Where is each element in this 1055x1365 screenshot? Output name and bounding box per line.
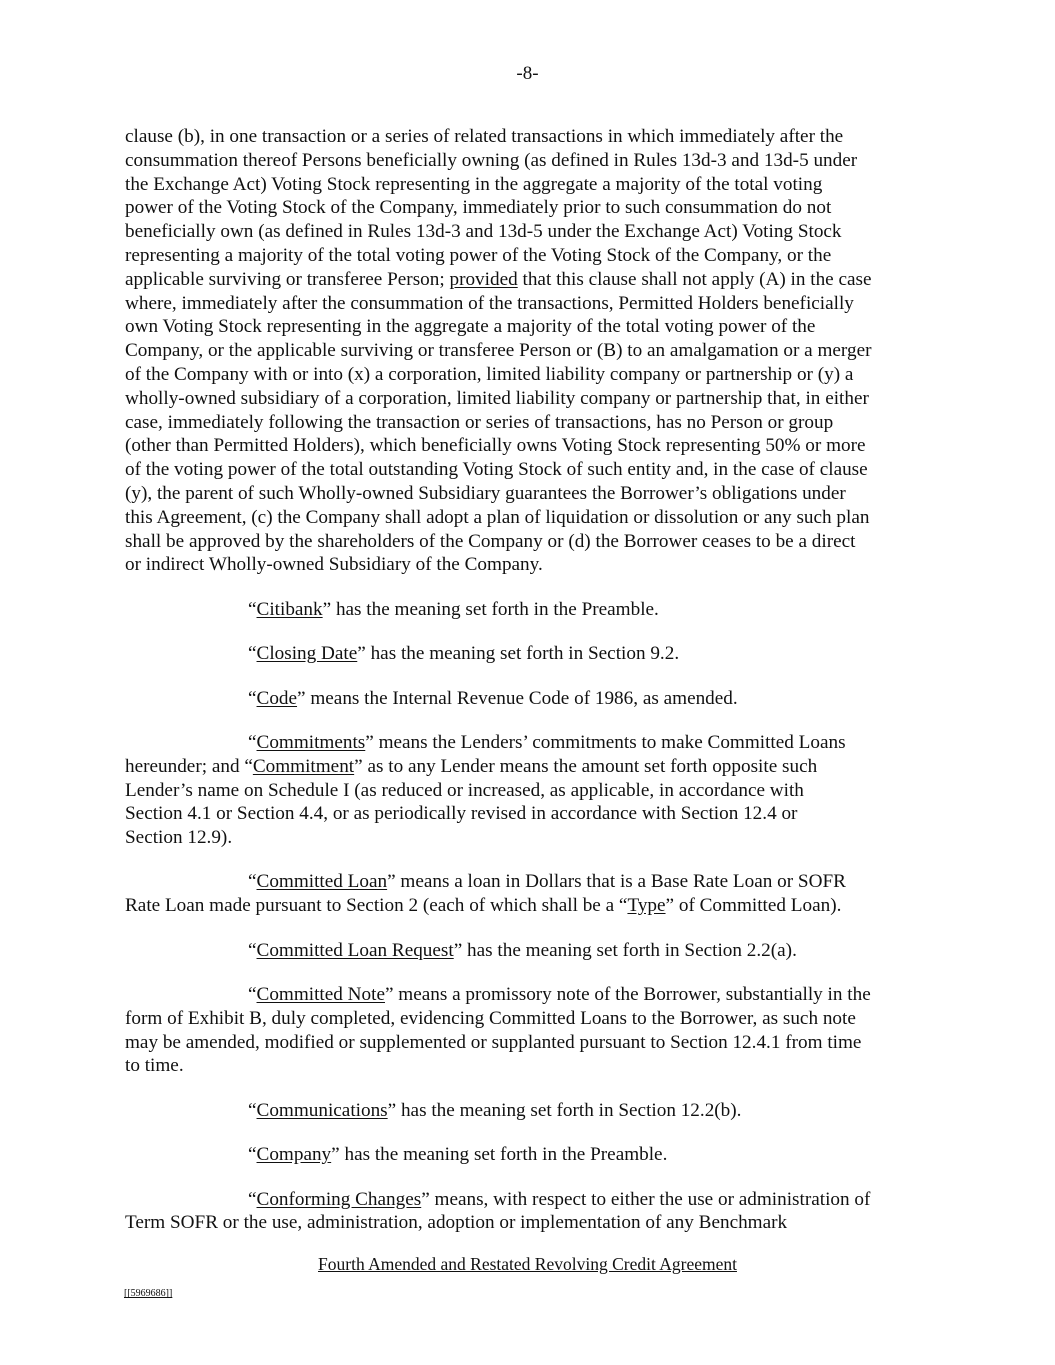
text-line: this Agreement, (c) the Company shall adopt a plan of liquidation or dissolution or any such plan	[125, 506, 870, 528]
page-number: -8-	[516, 63, 539, 84]
definition-text: ” as to any Lender means the amount set forth opposite such	[354, 755, 818, 777]
open-quote: “	[248, 1099, 257, 1121]
defined-term: Committed Note	[256, 984, 385, 1006]
text-line: the Exchange Act) Voting Stock representing in the aggregate a majority of the total voting	[125, 173, 823, 195]
open-quote: “	[248, 871, 257, 893]
change-of-control-continuation-paragraph	[125, 125, 940, 577]
text-line: (other than Permitted Holders), which beneficially owns Voting Stock representing 50% or more	[125, 435, 866, 457]
text-line: to time.	[125, 1055, 184, 1077]
defined-term: Company	[256, 1144, 332, 1166]
text-line	[125, 894, 940, 918]
text-line	[125, 598, 940, 622]
text-line	[125, 268, 940, 292]
defined-term: Citibank	[256, 598, 323, 620]
text-line: form of Exhibit B, duly completed, evidencing Committed Loans to the Borrower, as such note	[125, 1007, 856, 1029]
open-quote: “	[248, 687, 257, 709]
definition-text: ” of Committed Loan).	[665, 895, 842, 917]
text-line: where, immediately after the consummation of the transactions, Permitted Holders beneficially	[125, 292, 854, 314]
definition-commitments	[125, 731, 940, 850]
defined-term: Commitments	[256, 731, 366, 753]
definition-text: ” means a loan in Dollars that is a Base Rate Loan or SOFR	[387, 871, 846, 893]
text-line: or indirect Wholly-owned Subsidiary of the Company.	[125, 554, 543, 576]
open-quote: “	[248, 939, 257, 961]
text-line	[125, 870, 940, 894]
open-quote: “	[248, 598, 257, 620]
definition-communications	[125, 1099, 940, 1123]
text-line: Section 4.1 or Section 4.4, or as periodically revised in accordance with Section 12.4 or	[125, 803, 798, 825]
text-line: may be amended, modified or supplemented or supplanted pursuant to Section 12.4.1 from time	[125, 1031, 862, 1053]
definition-text: hereunder; and “	[125, 755, 253, 777]
defined-term: Conforming Changes	[256, 1188, 422, 1210]
defined-term-provided: provided	[449, 268, 518, 290]
text-line: Company, or the applicable surviving or transferee Person or (B) to an amalgamation or a merger	[125, 340, 872, 362]
definition-conforming-changes	[125, 1188, 940, 1236]
open-quote: “	[248, 731, 257, 753]
defined-term: Committed Loan	[256, 871, 388, 893]
definition-company	[125, 1143, 940, 1167]
definition-citibank	[125, 598, 940, 622]
text-line: Term SOFR or the use, administration, adoption or implementation of any Benchmark	[125, 1212, 788, 1234]
text-line	[125, 983, 940, 1007]
text-line: shall be approved by the shareholders of the Company or (d) the Borrower ceases to be a direct	[125, 530, 856, 552]
text-line: clause (b), in one transaction or a series of related transactions in which immediately after the	[125, 126, 844, 147]
definition-text: ” has the meaning set forth in Section 2.2(a).	[453, 939, 797, 961]
footer-document-id: [[5969686]]	[124, 1288, 173, 1299]
text-line: own Voting Stock representing in the aggregate a majority of the total voting power of the	[125, 316, 816, 338]
text-line	[125, 687, 940, 711]
open-quote: “	[248, 984, 257, 1006]
text-line: representing a majority of the total voting power of the Voting Stock of the Company, or the	[125, 244, 832, 266]
text-line	[125, 939, 940, 963]
open-quote: “	[248, 1144, 257, 1166]
defined-term: Type	[627, 895, 666, 917]
definition-text: ” means, with respect to either the use or administration of	[421, 1188, 871, 1210]
definition-committed-loan	[125, 870, 940, 918]
definition-text: ” has the meaning set forth in Section 9.2.	[357, 643, 680, 665]
defined-term: Closing Date	[256, 643, 358, 665]
text-line: of the voting power of the total outstanding Voting Stock of such entity and, in the case of clause	[125, 459, 868, 481]
text-line: wholly-owned subsidiary of a corporation, limited liability company or partnership that, in either	[125, 387, 869, 409]
footer-document-title: Fourth Amended and Restated Revolving Credit Agreement	[318, 1254, 737, 1274]
definition-text: ” means the Internal Revenue Code of 1986, as amended.	[297, 687, 738, 709]
text-line	[125, 1143, 940, 1167]
text-line: (y), the parent of such Wholly-owned Subsidiary guarantees the Borrower’s obligations under	[125, 482, 846, 504]
definition-text: ” means the Lenders’ commitments to make Committed Loans	[365, 731, 846, 753]
definition-committed-note	[125, 983, 940, 1078]
definition-text: ” has the meaning set forth in the Preamble.	[331, 1144, 668, 1166]
text-line	[125, 755, 940, 779]
defined-term: Commitment	[252, 755, 355, 777]
definition-text: Rate Loan made pursuant to Section 2 (each of which shall be a “	[125, 895, 628, 917]
document-body	[125, 125, 940, 1256]
text-line: Lender’s name on Schedule I (as reduced or increased, as applicable, in accordance with	[125, 779, 804, 801]
text-line	[125, 642, 940, 666]
text-line: case, immediately following the transaction or series of transactions, has no Person or group	[125, 411, 834, 433]
text-line	[125, 1188, 940, 1212]
text-span: that this clause shall not apply (A) in the case	[517, 268, 872, 290]
text-line: consummation thereof Persons beneficially owning (as defined in Rules 13d-3 and 13d-5 under	[125, 149, 858, 171]
definition-closing-date	[125, 642, 940, 666]
text-line: of the Company with or into (x) a corporation, limited liability company or partnership or (y) a	[125, 363, 854, 385]
text-line: beneficially own (as defined in Rules 13d-3 and 13d-5 under the Exchange Act) Voting Stock	[125, 221, 842, 243]
definition-code	[125, 687, 940, 711]
defined-term: Code	[256, 687, 298, 709]
definition-text: ” has the meaning set forth in the Preamble.	[322, 598, 659, 620]
defined-term: Communications	[256, 1099, 388, 1121]
defined-term: Committed Loan Request	[256, 939, 454, 961]
definition-text: ” has the meaning set forth in Section 12.2(b).	[387, 1099, 742, 1121]
text-line: Section 12.9).	[125, 827, 233, 849]
text-line: power of the Voting Stock of the Company, immediately prior to such consummation do not	[125, 197, 832, 219]
definition-committed-loan-request	[125, 939, 940, 963]
open-quote: “	[248, 1188, 257, 1210]
text-line	[125, 731, 940, 755]
open-quote: “	[248, 643, 257, 665]
definition-text: ” means a promissory note of the Borrower, substantially in the	[384, 984, 871, 1006]
text-span: applicable surviving or transferee Person;	[125, 268, 450, 290]
text-line	[125, 1099, 940, 1123]
